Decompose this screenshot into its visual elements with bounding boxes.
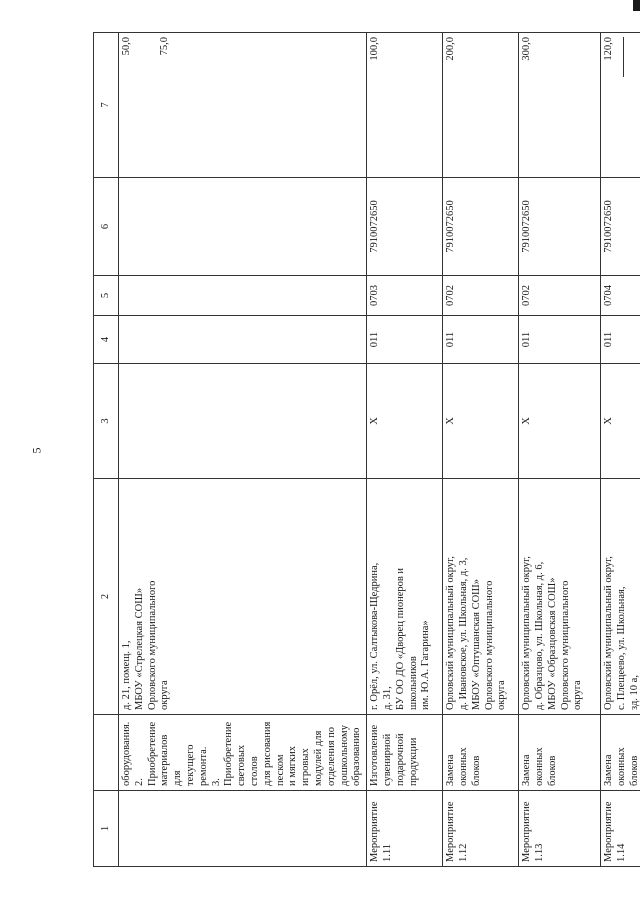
ministry-code [119, 316, 367, 364]
section-code: 0704 [601, 276, 640, 316]
event-address: д. 21, помещ. 1, МБОУ «Стрелецкая СОШ» Орловского муниципального округа [119, 479, 367, 715]
event-description: оборудования. 2. Приобретение материалов для текущего ремонта. 3. Приобретение световых столов для рисования песком и мягких игровых модулей для отделения по дошкольному образованию [119, 715, 367, 791]
ministry-code: 011 [519, 316, 601, 364]
section-code: 0702 [519, 276, 601, 316]
event-description: Замена оконных блоков [519, 715, 601, 791]
col-header-4: 3 [94, 364, 119, 479]
section-code: 0703 [367, 276, 443, 316]
table-stage [93, 33, 640, 867]
amount-primary: 50,0 [121, 37, 132, 56]
marker-cell: X [601, 364, 640, 479]
section-code: 0702 [443, 276, 519, 316]
col-header-8: 7 [94, 33, 119, 178]
target-code: 7910072650 [367, 178, 443, 276]
target-code: 7910072650 [601, 178, 640, 276]
amount-dash [623, 37, 624, 77]
event-description: Изготовление сувенирной подарочной продукции [367, 715, 443, 791]
amount-cell [601, 33, 640, 178]
amount-spacer [147, 37, 160, 173]
amount-spacer [134, 37, 147, 173]
target-code [119, 178, 367, 276]
ministry-code: 011 [367, 316, 443, 364]
event-label: Мероприятие 1.14 [601, 791, 640, 867]
amount-cell [443, 33, 519, 178]
event-description: Замена оконных блоков [601, 715, 640, 791]
table-row [367, 33, 443, 867]
amount-secondary: 75,0 [159, 37, 171, 56]
ministry-code: 011 [443, 316, 519, 364]
col-header-1: 1 [94, 791, 119, 867]
amount-primary: 120,0 [603, 37, 615, 61]
event-address: Орловский муниципальный округ, д. Образцово, ул. Школьная, д. 6, МБОУ «Образцовская СОШ» Орловского муниципального округа [519, 479, 601, 715]
table-row [601, 33, 640, 867]
amount-cell [119, 33, 367, 178]
marker-cell: X [367, 364, 443, 479]
marker-cell: X [443, 364, 519, 479]
col-header-6: 5 [94, 276, 119, 316]
header-row [94, 33, 119, 867]
marker-cell [119, 364, 367, 479]
amount-primary: 300,0 [521, 37, 533, 61]
scan-corner-mark [633, 0, 640, 11]
event-label: Мероприятие 1.12 [443, 791, 519, 867]
event-label: Мероприятие 1.11 [367, 791, 443, 867]
event-address: г. Орёл, ул. Салтыкова-Щедрина, д. 31, БУ ОО ДО «Дворец пионеров и школьников им. Ю.А. Гагарина» [367, 479, 443, 715]
event-address: Орловский муниципальный округ, д. Ивановское, ул. Школьная, д. 3, МБОУ «Оптушанская СОШ» Орловского муниципального округа [443, 479, 519, 715]
ministry-code: 011 [601, 316, 640, 364]
event-description: Замена оконных блоков [443, 715, 519, 791]
col-header-7: 6 [94, 178, 119, 276]
col-header-5: 4 [94, 316, 119, 364]
event-address: Орловский муниципальный округ, с. Плещеево, ул. Школьная, зд. 10 а, [601, 479, 640, 715]
page-number: 5 [29, 447, 44, 454]
event-label: Мероприятие 1.13 [519, 791, 601, 867]
budget-table [93, 32, 640, 867]
amount-cell [367, 33, 443, 178]
target-code: 7910072650 [443, 178, 519, 276]
marker-cell: X [519, 364, 601, 479]
amount-primary: 200,0 [445, 37, 457, 61]
col-header-2 [94, 715, 119, 791]
section-code [119, 276, 367, 316]
table-row [443, 33, 519, 867]
target-code: 7910072650 [519, 178, 601, 276]
col-header-3: 2 [94, 479, 119, 715]
rotated-table-wrapper [93, 33, 640, 867]
amount-primary: 100,0 [369, 37, 381, 61]
table-row [519, 33, 601, 867]
amount-cell [519, 33, 601, 178]
table-row [119, 33, 367, 867]
event-label [119, 791, 367, 867]
